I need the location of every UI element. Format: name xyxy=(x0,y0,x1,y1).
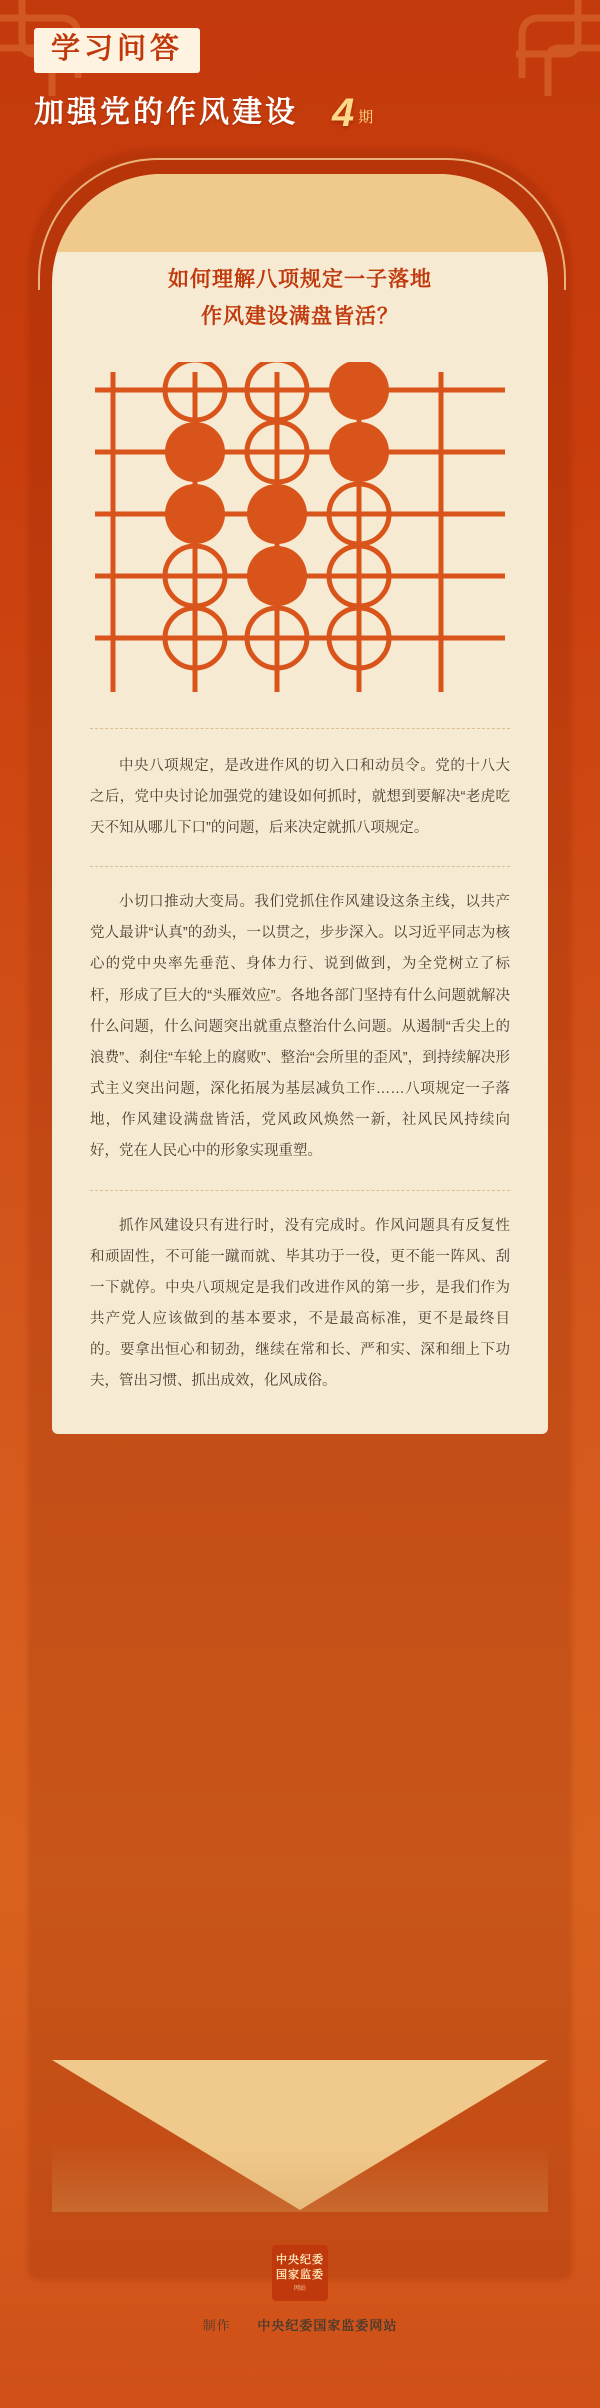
page-title: 加强党的作风建设 xyxy=(34,96,298,129)
emblem-line-1: 中央纪委 xyxy=(276,2254,324,2267)
paragraph: 中央八项规定，是改进作风的切入口和动员令。党的十八大之后，党中央讨论加强党的建设如何抓时，就想到要解决“老虎吃天不知从哪儿下口”的问题，后来决定就抓八项规定。 xyxy=(90,728,510,868)
ccdi-emblem xyxy=(272,2245,328,2301)
emblem-line-2: 国家监委 xyxy=(276,2268,324,2281)
poster-header xyxy=(0,28,600,135)
flap-triangle xyxy=(52,2060,548,2210)
issue-label: 期 xyxy=(358,109,375,126)
emblem-sub: 网站 xyxy=(293,2285,306,2292)
content-card xyxy=(52,174,548,1434)
question-line-1: 如何理解八项规定一子落地 xyxy=(168,268,432,291)
question-line-2: 作风建设满盘皆活？ xyxy=(201,304,399,328)
question-heading xyxy=(82,262,518,336)
credit-line xyxy=(0,2315,600,2334)
article-body xyxy=(52,702,548,1408)
organization-name: 中央纪委国家监委网站 xyxy=(257,2318,398,2333)
poster-footer xyxy=(0,2245,600,2334)
issue-badge xyxy=(332,91,375,135)
card-top-band xyxy=(52,174,548,252)
go-board-svg xyxy=(85,362,515,702)
issue-number: 4 xyxy=(332,91,355,135)
go-board-illustration xyxy=(85,362,515,702)
badge-title: 学习问答 xyxy=(34,28,200,73)
paragraph: 小切口推动大变局。我们党抓住作风建设这条主线，以共产党人最讲“认真”的劲头，一以贯之，步步深入。以习近平同志为核心的党中央率先垂范、身体力行、说到做到，为全党树立了标杆，形成了巨大的“头雁效应”。各地各部门坚持有什么问题就解决什么问题，什么问题突出就重点整治什么问题。从遏制“舌尖上的浪费”、刹住“车轮上的腐败”、整治“会所里的歪风”，到持续解决形式主义突出问题，深化拓展为基层减负工作……八项规定一子落地，作风建设满盘皆活，党风政风焕然一新，社风民风持续向好，党在人民心中的形象实现重塑。 xyxy=(90,867,510,1191)
subtitle-row xyxy=(34,91,600,135)
paragraph: 抓作风建设只有进行时，没有完成时。作风问题具有反复性和顽固性，不可能一蹴而就、毕其功于一役，更不能一阵风、刮一下就停。中央八项规定是我们改进作风的第一步，是我们作为共产党人应该做到的基本要求，不是最高标准，更不是最终目的。要拿出恒心和韧劲，继续在常和长、严和实、深和细上下功夫，管出习惯、抓出成效，化风成俗。 xyxy=(90,1217,510,1390)
maker-label: 制作 xyxy=(202,2318,231,2333)
